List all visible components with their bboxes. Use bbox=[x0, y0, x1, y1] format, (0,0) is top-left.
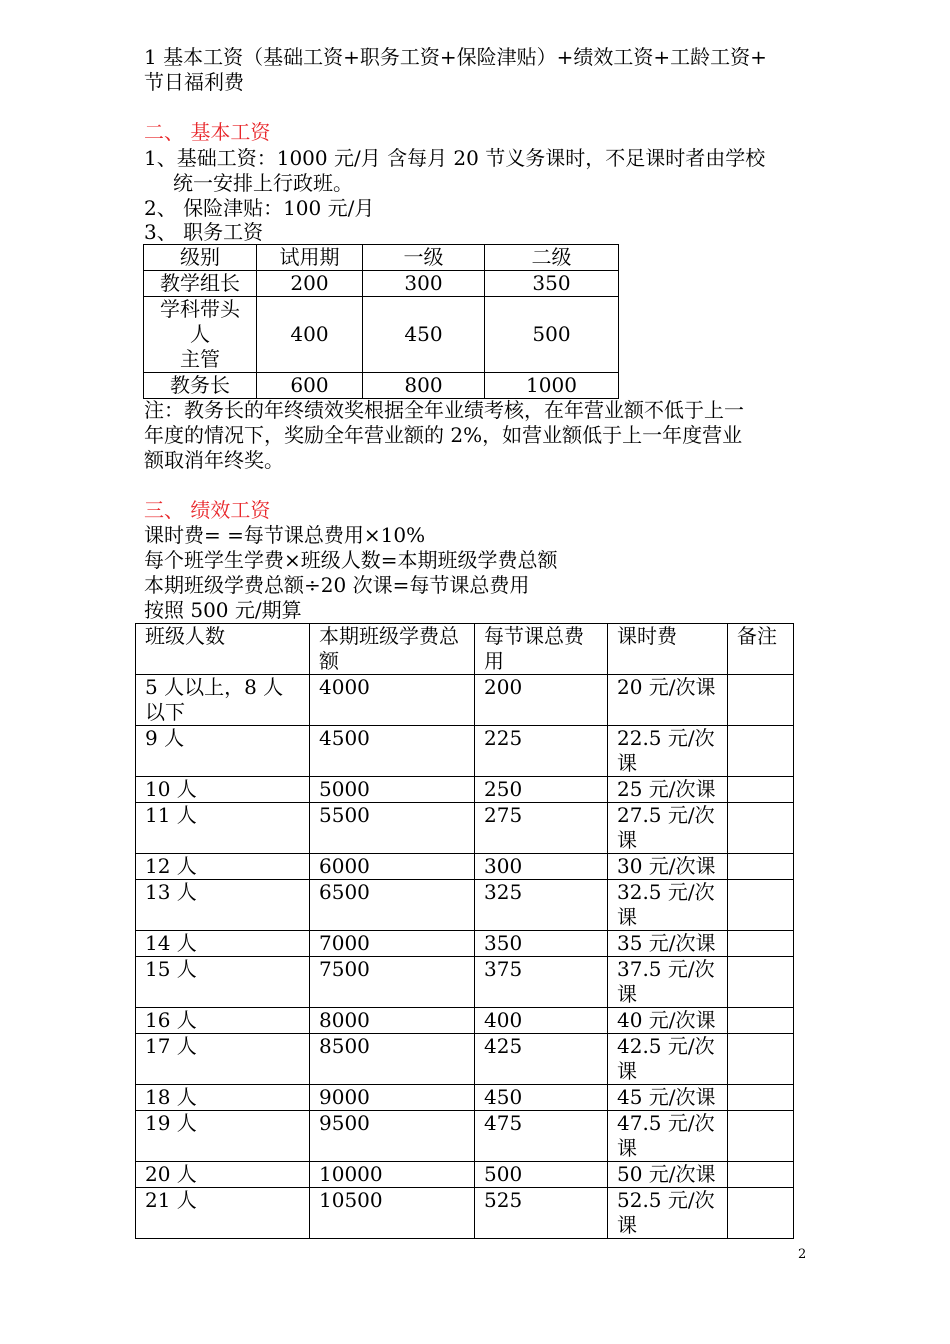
table-cell: 9 人 bbox=[136, 726, 310, 777]
table-cell bbox=[728, 931, 794, 957]
table-row bbox=[136, 854, 794, 880]
header-cell: 课时费 bbox=[608, 624, 728, 675]
table-cell bbox=[728, 1085, 794, 1111]
base-salary-line-2: 统一安排上行政班。 bbox=[173, 171, 353, 195]
table-cell: 教学组长 bbox=[144, 271, 257, 297]
table-cell: 13 人 bbox=[136, 880, 310, 931]
table-row bbox=[136, 675, 794, 726]
table-cell bbox=[728, 1162, 794, 1188]
table-cell: 7000 bbox=[310, 931, 475, 957]
table-cell: 400 bbox=[257, 297, 363, 373]
cell-line: 人 bbox=[190, 322, 210, 346]
table-cell: 475 bbox=[475, 1111, 608, 1162]
table-cell: 52.5 元/次课 bbox=[608, 1188, 728, 1239]
table-cell: 250 bbox=[475, 777, 608, 803]
table-cell bbox=[728, 803, 794, 854]
table-cell bbox=[728, 1034, 794, 1085]
position-salary-title: 3、 职务工资 bbox=[144, 220, 264, 244]
table-cell: 22.5 元/次课 bbox=[608, 726, 728, 777]
note-line-3: 额取消年终奖。 bbox=[144, 448, 284, 472]
table-row bbox=[136, 931, 794, 957]
table-cell: 600 bbox=[257, 373, 363, 399]
base-salary-line-1: 1、基础工资：1000 元/月 含每月 20 节义务课时，不足课时者由学校 bbox=[144, 146, 766, 170]
table-row bbox=[136, 1162, 794, 1188]
table-cell bbox=[144, 297, 257, 373]
table-cell: 15 人 bbox=[136, 957, 310, 1008]
table-row bbox=[136, 726, 794, 777]
table-cell: 9500 bbox=[310, 1111, 475, 1162]
table-row bbox=[136, 1111, 794, 1162]
table-cell: 37.5 元/次课 bbox=[608, 957, 728, 1008]
section-heading-performance-salary: 三、 绩效工资 bbox=[144, 498, 271, 522]
table-cell bbox=[728, 1008, 794, 1034]
table-cell: 27.5 元/次课 bbox=[608, 803, 728, 854]
formula-line-1: 课时费= =每节课总费用×10% bbox=[144, 523, 426, 547]
table-cell: 17 人 bbox=[136, 1034, 310, 1085]
table-row bbox=[144, 271, 619, 297]
table-cell: 10 人 bbox=[136, 777, 310, 803]
table-cell: 20 人 bbox=[136, 1162, 310, 1188]
formula-line-4: 按照 500 元/期算 bbox=[144, 598, 302, 622]
table-cell: 350 bbox=[475, 931, 608, 957]
table-cell: 教务长 bbox=[144, 373, 257, 399]
table-cell: 5 人以上，8 人以下 bbox=[136, 675, 310, 726]
header-cell: 备注 bbox=[728, 624, 794, 675]
table-cell: 200 bbox=[475, 675, 608, 726]
table-row bbox=[136, 957, 794, 1008]
class-fee-table bbox=[135, 623, 794, 1239]
table-cell: 450 bbox=[475, 1085, 608, 1111]
table-row bbox=[136, 803, 794, 854]
table-cell: 12 人 bbox=[136, 854, 310, 880]
table-cell bbox=[728, 1188, 794, 1239]
table-cell: 275 bbox=[475, 803, 608, 854]
table-cell: 500 bbox=[485, 297, 619, 373]
table-cell: 5000 bbox=[310, 777, 475, 803]
table-row bbox=[136, 880, 794, 931]
header-cell: 一级 bbox=[363, 245, 485, 271]
table-cell: 20 元/次课 bbox=[608, 675, 728, 726]
table-cell bbox=[728, 854, 794, 880]
table-cell: 350 bbox=[485, 271, 619, 297]
header-cell: 试用期 bbox=[257, 245, 363, 271]
table-cell: 42.5 元/次课 bbox=[608, 1034, 728, 1085]
table-cell: 375 bbox=[475, 957, 608, 1008]
table-cell: 7500 bbox=[310, 957, 475, 1008]
table-cell: 11 人 bbox=[136, 803, 310, 854]
header-cell: 本期班级学费总额 bbox=[310, 624, 475, 675]
table-cell: 47.5 元/次课 bbox=[608, 1111, 728, 1162]
header-cell: 级别 bbox=[144, 245, 257, 271]
table-row bbox=[136, 1034, 794, 1085]
cell-line: 学科带头 bbox=[160, 297, 240, 321]
table-row bbox=[136, 1085, 794, 1111]
table-row bbox=[144, 373, 619, 399]
table-cell: 40 元/次课 bbox=[608, 1008, 728, 1034]
table-cell: 425 bbox=[475, 1034, 608, 1085]
section-heading-basic-salary: 二、 基本工资 bbox=[144, 120, 271, 144]
table-cell: 35 元/次课 bbox=[608, 931, 728, 957]
table-cell bbox=[728, 880, 794, 931]
table-cell: 8000 bbox=[310, 1008, 475, 1034]
formula-line-2: 每个班学生学费×班级人数=本期班级学费总额 bbox=[144, 548, 558, 572]
table-cell: 500 bbox=[475, 1162, 608, 1188]
table-cell: 50 元/次课 bbox=[608, 1162, 728, 1188]
table-row bbox=[136, 1008, 794, 1034]
table-cell: 6500 bbox=[310, 880, 475, 931]
table-cell: 14 人 bbox=[136, 931, 310, 957]
cell-line: 主管 bbox=[180, 347, 220, 371]
table-cell: 225 bbox=[475, 726, 608, 777]
table-cell: 19 人 bbox=[136, 1111, 310, 1162]
formula-line-3: 本期班级学费总额÷20 次课=每节课总费用 bbox=[144, 573, 530, 597]
table-cell: 4500 bbox=[310, 726, 475, 777]
table-cell: 32.5 元/次课 bbox=[608, 880, 728, 931]
table-cell: 5500 bbox=[310, 803, 475, 854]
table-cell: 800 bbox=[363, 373, 485, 399]
note-line-2: 年度的情况下，奖励全年营业额的 2%，如营业额低于上一年度营业 bbox=[144, 423, 743, 447]
class-fee-table-body bbox=[136, 675, 794, 1239]
table-cell: 16 人 bbox=[136, 1008, 310, 1034]
table-cell: 450 bbox=[363, 297, 485, 373]
header-cell: 每节课总费用 bbox=[475, 624, 608, 675]
table-cell: 10500 bbox=[310, 1188, 475, 1239]
table-cell: 1000 bbox=[485, 373, 619, 399]
table-cell: 325 bbox=[475, 880, 608, 931]
table-cell: 8500 bbox=[310, 1034, 475, 1085]
position-salary-table bbox=[143, 244, 619, 399]
table-cell bbox=[728, 1111, 794, 1162]
table-cell: 9000 bbox=[310, 1085, 475, 1111]
table-cell bbox=[728, 675, 794, 726]
table-cell: 4000 bbox=[310, 675, 475, 726]
insurance-allowance: 2、 保险津贴：100 元/月 bbox=[144, 196, 375, 220]
table-cell: 525 bbox=[475, 1188, 608, 1239]
table-cell: 200 bbox=[257, 271, 363, 297]
table-cell: 30 元/次课 bbox=[608, 854, 728, 880]
table-row bbox=[136, 777, 794, 803]
note-line-1: 注：教务长的年终绩效奖根据全年业绩考核，在年营业额不低于上一 bbox=[144, 398, 744, 422]
page-number: 2 bbox=[798, 1247, 807, 1262]
table-cell: 400 bbox=[475, 1008, 608, 1034]
table-cell bbox=[728, 957, 794, 1008]
table-cell: 300 bbox=[475, 854, 608, 880]
table-header-row bbox=[136, 624, 794, 675]
table-cell: 18 人 bbox=[136, 1085, 310, 1111]
table-header-row bbox=[144, 245, 619, 271]
table-cell: 45 元/次课 bbox=[608, 1085, 728, 1111]
table-row bbox=[144, 297, 619, 373]
intro-line-2: 节日福利费 bbox=[144, 70, 244, 94]
table-cell bbox=[728, 777, 794, 803]
table-cell: 6000 bbox=[310, 854, 475, 880]
table-cell bbox=[728, 726, 794, 777]
intro-line-1: 1 基本工资（基础工资+职务工资+保险津贴）+绩效工资+工龄工资+ bbox=[144, 45, 767, 69]
table-cell: 10000 bbox=[310, 1162, 475, 1188]
header-cell: 二级 bbox=[485, 245, 619, 271]
table-cell: 25 元/次课 bbox=[608, 777, 728, 803]
table-cell: 21 人 bbox=[136, 1188, 310, 1239]
table-row bbox=[136, 1188, 794, 1239]
header-cell: 班级人数 bbox=[136, 624, 310, 675]
table-cell: 300 bbox=[363, 271, 485, 297]
